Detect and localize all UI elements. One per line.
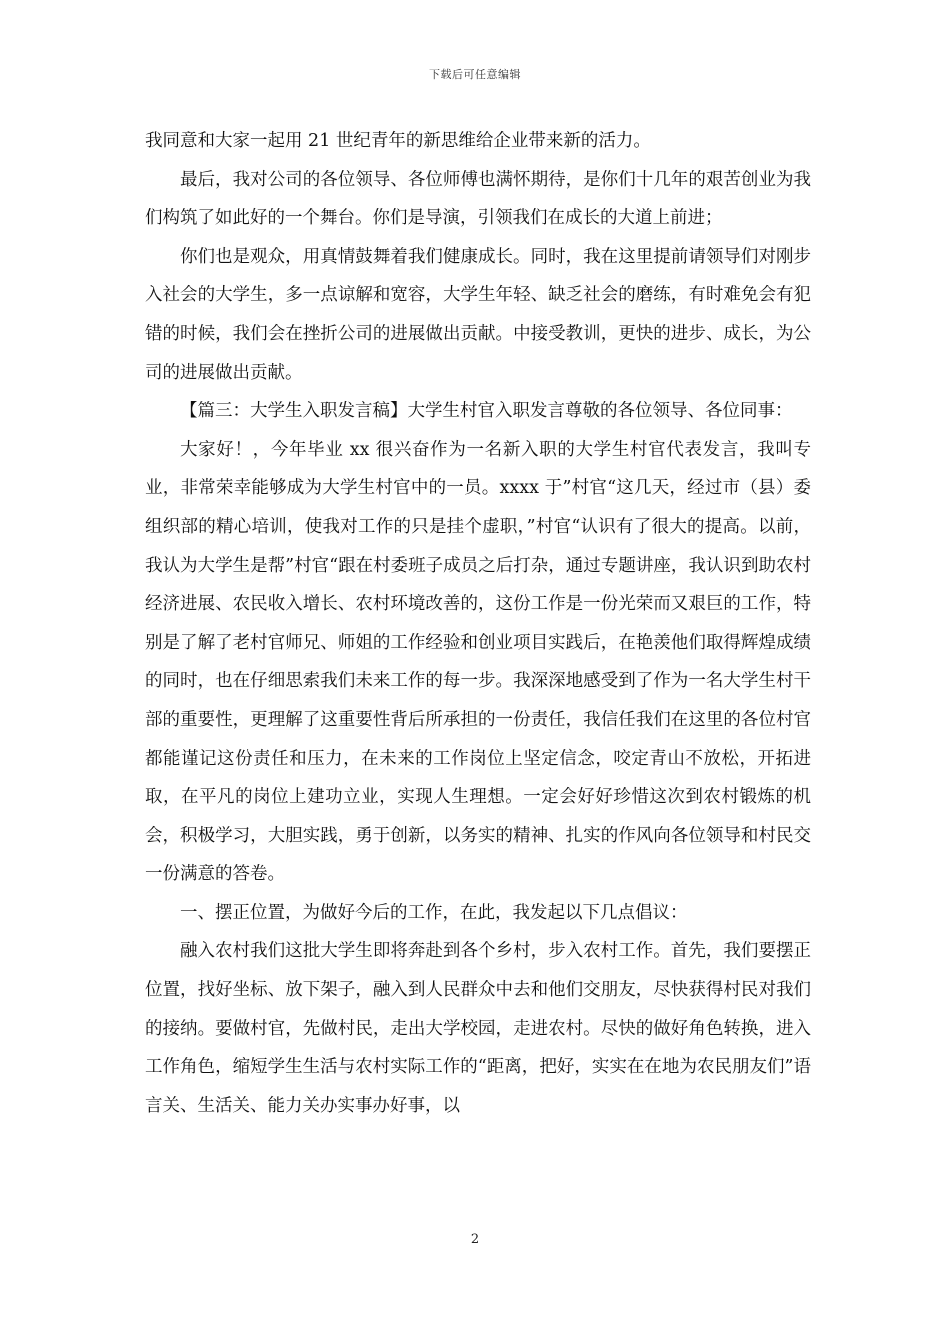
paragraph-4: 【篇三：大学生入职发言稿】大学生村官入职发言尊敬的各位领导、各位同事： <box>180 401 793 422</box>
paragraph-6: 一、摆正位置，为做好今后的工作，在此，我发起以下几点倡议： <box>180 902 688 923</box>
document-body <box>145 122 811 1125</box>
paragraph-3: 你们也是观众，用真情鼓舞着我们健康成长。同时，我在这里提前请领导们对刚步入社会的大学生，多一点谅解和宽容，大学生年轻、缺乏社会的磨练，有时难免会有犯错的时候，我们会在挫折公司的进展做出贡献。中接受教训，更快的进步、成长，为公司的进展做出贡献。 <box>145 246 811 383</box>
paragraph-2: 最后，我对公司的各位领导、各位师傅也满怀期待，是你们十几年的艰苦创业为我们构筑了如此好的一个舞台。你们是导演，引领我们在成长的大道上前进； <box>145 169 811 229</box>
paragraph-7: 融入农村我们这批大学生即将奔赴到各个乡村，步入农村工作。首先，我们要摆正位置，找好坐标、放下架子，融入到人民群众中去和他们交朋友，尽快获得村民对我们的接纳。要做村官，先做村民，走出大学校园，走进农村。尽快的做好角色转换，进入工作角色，缩短学生生活与农村实际工作的“距离，把好，实实在在地为农民朋友们”语言关、生活关、能力关办实事办好事，以 <box>145 941 811 1116</box>
page-header: 下载后可任意编辑 <box>429 68 521 81</box>
paragraph-1: 我同意和大家一起用 21 世纪青年的新思维给企业带来新的活力。 <box>145 131 651 151</box>
paragraph-5: 大家好！，今年毕业 xx 很兴奋作为一名新入职的大学生村官代表发言，我叫专业，非常荣幸能够成为大学生村官中的一员。xxxx 于”村官“这几天，经过市（县）委组织部的精心培训，使我对工作的只是挂个虚职，”村官“认识有了很大的提高。以前，我认为大学生是帮”村官“跟在村委班子成员之后打杂，通过专题讲座，我认识到助农村经济进展、农民收入增长、农村环境改善的，这份工作是一份光荣而又艰巨的工作，特别是了解了老村官师兄、师姐的工作经验和创业项目实践后，在艳羡他们取得辉煌成绩的同时，也在仔细思索我们未来工作的每一步。我深深地感受到了作为一名大学生村干部的重要性，更理解了这重要性背后所承担的一份责任，我信任我们在这里的各位村官都能谨记这份责任和压力，在未来的工作岗位上坚定信念，咬定青山不放松，开拓进取，在平凡的岗位上建功立业，实现人生理想。一定会好好珍惜这次到农村锻炼的机会，积极学习，大胆实践，勇于创新，以务实的精神、扎实的作风向各位领导和村民交一份满意的答卷。 <box>145 439 811 885</box>
page-number: 2 <box>470 1232 480 1247</box>
